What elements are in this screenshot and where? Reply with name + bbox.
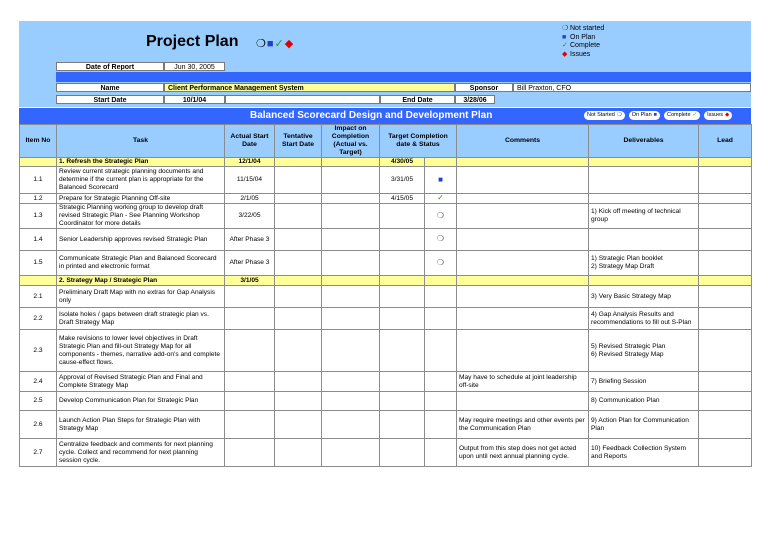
section-item-cell (20, 276, 57, 286)
circle-icon: ❍ (562, 25, 569, 32)
status-pill (629, 111, 660, 120)
target-completion-date[interactable] (380, 439, 425, 467)
tentative-start-date[interactable] (275, 286, 322, 308)
tentative-start-date[interactable] (275, 229, 322, 251)
section-impact-cell (322, 276, 380, 286)
task-description[interactable]: Develop Communication Plan for Strategic Plan (57, 392, 225, 411)
item-number: 1.4 (20, 229, 57, 251)
plan-title-bar (19, 108, 751, 124)
col-header-tentative-start: Tentative Start Date (275, 125, 322, 158)
check-icon: ✓ (274, 38, 284, 50)
project-plan-sheet (19, 21, 751, 536)
col-header-deliverables: Deliverables (589, 125, 699, 158)
table-row (20, 308, 752, 330)
lead[interactable] (699, 411, 752, 439)
actual-start-date[interactable]: 3/22/05 (225, 204, 275, 229)
diamond-icon: ◆ (725, 112, 730, 118)
square-icon: ■ (653, 112, 657, 118)
col-header-task: Task (57, 125, 225, 158)
item-number: 2.2 (20, 308, 57, 330)
deliverables[interactable]: 3) Very Basic Strategy Map (589, 286, 699, 308)
target-completion-date[interactable] (380, 308, 425, 330)
lead[interactable] (699, 204, 752, 229)
section-item-cell (20, 158, 57, 167)
circle-icon: ❍ (256, 38, 266, 50)
table-row (20, 439, 752, 467)
item-number: 2.6 (20, 411, 57, 439)
square-icon: ■ (562, 33, 567, 41)
status-cell[interactable] (425, 372, 457, 392)
task-description[interactable]: Preliminary Draft Map with no extras for Gap Analysis only (57, 286, 225, 308)
table-row (20, 167, 752, 194)
actual-start-date[interactable]: 2/1/05 (225, 194, 275, 204)
comments[interactable] (457, 330, 589, 372)
deliverables[interactable]: 9) Action Plan for Communication Plan (589, 411, 699, 439)
table-row (20, 229, 752, 251)
status-pill (704, 111, 732, 120)
actual-start-date[interactable]: After Phase 3 (225, 251, 275, 276)
comments[interactable] (457, 229, 589, 251)
square-icon: ■ (266, 37, 274, 50)
section-tentative-cell (275, 276, 322, 286)
target-completion-date[interactable]: 3/31/05 (380, 167, 425, 194)
impact-on-completion[interactable] (322, 286, 380, 308)
impact-on-completion[interactable] (322, 229, 380, 251)
report-date-row (56, 62, 751, 71)
task-description[interactable]: Strategic Planning working group to develop draft revised Strategic Plan - See Planning Workshop Coordinator for more details (57, 204, 225, 229)
impact-on-completion[interactable] (322, 372, 380, 392)
actual-start-date[interactable]: After Phase 3 (225, 229, 275, 251)
start-date-label: Start Date (56, 95, 164, 104)
lead[interactable] (699, 229, 752, 251)
sponsor-label: Sponsor (455, 83, 513, 92)
start-date-value[interactable]: 10/1/04 (164, 95, 225, 104)
pill-label: Not Started (587, 112, 615, 118)
col-header-comments: Comments (457, 125, 589, 158)
target-completion-date[interactable] (380, 229, 425, 251)
actual-start-date[interactable] (225, 411, 275, 439)
diamond-icon: ◆ (284, 38, 294, 50)
target-completion-date[interactable] (380, 204, 425, 229)
impact-on-completion[interactable] (322, 330, 380, 372)
deliverables[interactable]: 8) Communication Plan (589, 392, 699, 411)
header-divider-strip (56, 72, 751, 82)
legend-item (562, 25, 604, 34)
status-cell[interactable] (425, 251, 457, 276)
deliverables[interactable] (589, 229, 699, 251)
legend-item (562, 51, 604, 60)
check-icon: ✓ (437, 193, 444, 202)
tentative-start-date[interactable] (275, 194, 322, 204)
end-date-value[interactable]: 3/28/06 (455, 95, 495, 104)
status-cell[interactable] (425, 308, 457, 330)
section-target-date[interactable] (380, 276, 425, 286)
tentative-start-date[interactable] (275, 167, 322, 194)
impact-on-completion[interactable] (322, 167, 380, 194)
table-row (20, 392, 752, 411)
tentative-start-date[interactable] (275, 204, 322, 229)
sponsor-value[interactable]: Bill Praxton, CFO (513, 83, 751, 92)
comments[interactable] (457, 286, 589, 308)
impact-on-completion[interactable] (322, 194, 380, 204)
section-row (20, 158, 752, 167)
task-description[interactable]: Approval of Revised Strategic Plan and Final and Complete Strategy Map (57, 372, 225, 392)
status-cell[interactable] (425, 286, 457, 308)
col-header-item-no: Item No (20, 125, 57, 158)
lead[interactable] (699, 439, 752, 467)
deliverables[interactable]: 7) Briefing Session (589, 372, 699, 392)
task-description[interactable]: Senior Leadership approves revised Strategic Plan (57, 229, 225, 251)
section-lead-cell (699, 276, 752, 286)
target-completion-date[interactable] (380, 411, 425, 439)
section-comments-cell (457, 276, 589, 286)
section-status-cell (425, 158, 457, 167)
comments[interactable] (457, 308, 589, 330)
report-date-label: Date of Report (56, 62, 164, 71)
lead[interactable] (699, 167, 752, 194)
task-description[interactable]: Prepare for Strategic Planning Off-site (57, 194, 225, 204)
table-row (20, 251, 752, 276)
deliverables[interactable]: 10) Feedback Collection System and Reports (589, 439, 699, 467)
col-header-lead: Lead (699, 125, 752, 158)
legend-label: On Plan (570, 33, 596, 41)
circle-icon: ❍ (436, 234, 445, 243)
tentative-start-date[interactable] (275, 411, 322, 439)
status-legend (562, 25, 604, 59)
target-completion-date[interactable] (380, 372, 425, 392)
section-tentative-cell (275, 158, 322, 167)
status-cell[interactable] (425, 439, 457, 467)
project-name-value[interactable]: Client Performance Management System (164, 83, 455, 92)
square-icon: ■ (438, 174, 443, 184)
tentative-start-date[interactable] (275, 372, 322, 392)
lead[interactable] (699, 308, 752, 330)
task-description[interactable]: Isolate holes / gaps between draft strategic plan vs. Draft Strategy Map (57, 308, 225, 330)
impact-on-completion[interactable] (322, 204, 380, 229)
actual-start-date[interactable]: 11/15/04 (225, 167, 275, 194)
section-comments-cell (457, 158, 589, 167)
status-cell[interactable] (425, 167, 457, 194)
status-cell[interactable] (425, 204, 457, 229)
lead[interactable] (699, 330, 752, 372)
impact-on-completion[interactable] (322, 251, 380, 276)
comments[interactable]: Output from this step does not get acted upon until next annual planning cycle. (457, 439, 589, 467)
section-label: 2. Strategy Map / Strategic Plan (57, 276, 225, 286)
status-cell[interactable] (425, 194, 457, 204)
item-number: 1.5 (20, 251, 57, 276)
status-pill (584, 111, 625, 120)
section-status-cell (425, 276, 457, 286)
col-header-target: Target Completion date & Status (380, 125, 457, 158)
deliverables[interactable]: 5) Revised Strategic Plan 6) Revised Strategy Map (589, 330, 699, 372)
plan-table-body (20, 158, 752, 467)
item-number: 1.3 (20, 204, 57, 229)
impact-on-completion[interactable] (322, 411, 380, 439)
project-dates-row (56, 95, 751, 104)
section-row (20, 276, 752, 286)
actual-start-date[interactable] (225, 308, 275, 330)
dates-spacer-cell (225, 95, 380, 104)
project-name-row (56, 83, 751, 92)
deliverables[interactable]: 4) Gap Analysis Results and recommendations to fill out S-Plan (589, 308, 699, 330)
item-number: 2.3 (20, 330, 57, 372)
task-description[interactable]: Communicate Strategic Plan and Balanced Scorecard in printed and electronic format (57, 251, 225, 276)
status-cell[interactable] (425, 392, 457, 411)
col-header-impact: Impact on Completion (Actual vs. Target) (322, 125, 380, 158)
circle-icon: ❍ (436, 210, 445, 220)
tentative-start-date[interactable] (275, 251, 322, 276)
actual-start-date[interactable] (225, 372, 275, 392)
target-completion-date[interactable] (380, 286, 425, 308)
legend-item (562, 42, 604, 51)
status-key-pills (584, 111, 732, 120)
comments[interactable]: May require meetings and other events per the Communication Plan (457, 411, 589, 439)
task-description[interactable]: Make revisions to lower level objectives in Draft Strategic Plan and fill-out Strategy Map for all components - themes, narrative add-on's and complete cause-effect flows. (57, 330, 225, 372)
deliverables[interactable] (589, 167, 699, 194)
legend-label: Not started (570, 25, 605, 32)
deliverables[interactable]: 1) Kick off meeting of technical group (589, 204, 699, 229)
tentative-start-date[interactable] (275, 392, 322, 411)
section-target-date[interactable]: 4/30/05 (380, 158, 425, 167)
actual-start-date[interactable] (225, 392, 275, 411)
lead[interactable] (699, 194, 752, 204)
item-number: 2.7 (20, 439, 57, 467)
comments[interactable] (457, 167, 589, 194)
table-row (20, 286, 752, 308)
name-label: Name (56, 83, 164, 92)
pill-label: Issues (707, 112, 724, 118)
comments[interactable] (457, 204, 589, 229)
impact-on-completion[interactable] (322, 439, 380, 467)
title-status-icons (256, 37, 293, 50)
comments[interactable] (457, 251, 589, 276)
lead[interactable] (699, 372, 752, 392)
target-completion-date[interactable] (380, 330, 425, 372)
legend-item (562, 34, 604, 43)
table-row (20, 204, 752, 229)
actual-start-date[interactable] (225, 439, 275, 467)
lead[interactable] (699, 251, 752, 276)
section-actual-start[interactable]: 12/1/04 (225, 158, 275, 167)
actual-start-date[interactable] (225, 286, 275, 308)
status-cell[interactable] (425, 229, 457, 251)
impact-on-completion[interactable] (322, 308, 380, 330)
check-icon: ✓ (562, 42, 568, 49)
section-impact-cell (322, 158, 380, 167)
report-date-value[interactable]: Jun 30, 2005 (164, 62, 225, 71)
comments[interactable]: May have to schedule at joint leadership off-site (457, 372, 589, 392)
status-pill (664, 111, 700, 120)
table-row (20, 330, 752, 372)
item-number: 2.5 (20, 392, 57, 411)
status-cell[interactable] (425, 411, 457, 439)
plan-title: Balanced Scorecard Design and Development Plan (250, 110, 493, 121)
header-panel (19, 21, 751, 107)
target-completion-date[interactable] (380, 251, 425, 276)
section-lead-cell (699, 158, 752, 167)
item-number: 1.2 (20, 194, 57, 204)
item-number: 2.4 (20, 372, 57, 392)
tentative-start-date[interactable] (275, 308, 322, 330)
tentative-start-date[interactable] (275, 439, 322, 467)
pill-label: Complete (666, 112, 691, 118)
deliverables[interactable]: 1) Strategic Plan booklet 2) Strategy Map Draft (589, 251, 699, 276)
page-title: Project Plan (146, 33, 239, 50)
col-header-actual-start: Actual Start Date (225, 125, 275, 158)
task-description[interactable]: Review current strategic planning documents and determine if the current plan is appropriate for the Balanced Scorecard (57, 167, 225, 194)
target-completion-date[interactable]: 4/15/05 (380, 194, 425, 204)
actual-start-date[interactable] (225, 330, 275, 372)
task-description[interactable]: Centralize feedback and comments for next planning cycle. Collect and recommend for next planning session cycle. (57, 439, 225, 467)
plan-table (19, 124, 752, 467)
table-row (20, 372, 752, 392)
comments[interactable] (457, 194, 589, 204)
target-completion-date[interactable] (380, 392, 425, 411)
lead[interactable] (699, 286, 752, 308)
section-actual-start[interactable]: 3/1/05 (225, 276, 275, 286)
status-cell[interactable] (425, 330, 457, 372)
table-row (20, 411, 752, 439)
circle-icon: ❍ (616, 112, 622, 118)
section-deliverables-cell (589, 276, 699, 286)
legend-label: Issues (570, 50, 591, 58)
tentative-start-date[interactable] (275, 330, 322, 372)
legend-label: Complete (570, 42, 600, 49)
deliverables[interactable] (589, 194, 699, 204)
item-number: 2.1 (20, 286, 57, 308)
lead[interactable] (699, 392, 752, 411)
section-deliverables-cell (589, 158, 699, 167)
section-label: 1. Refresh the Strategic Plan (57, 158, 225, 167)
pill-label: On Plan (631, 112, 652, 118)
task-description[interactable]: Launch Action Plan Steps for Strategic Plan with Strategy Map (57, 411, 225, 439)
comments[interactable] (457, 392, 589, 411)
diamond-icon: ◆ (562, 50, 568, 58)
table-row (20, 194, 752, 204)
impact-on-completion[interactable] (322, 392, 380, 411)
circle-icon: ❍ (436, 257, 445, 267)
end-date-label: End Date (380, 95, 455, 104)
item-number: 1.1 (20, 167, 57, 194)
table-header-row (20, 125, 752, 158)
check-icon: ✓ (692, 112, 698, 118)
